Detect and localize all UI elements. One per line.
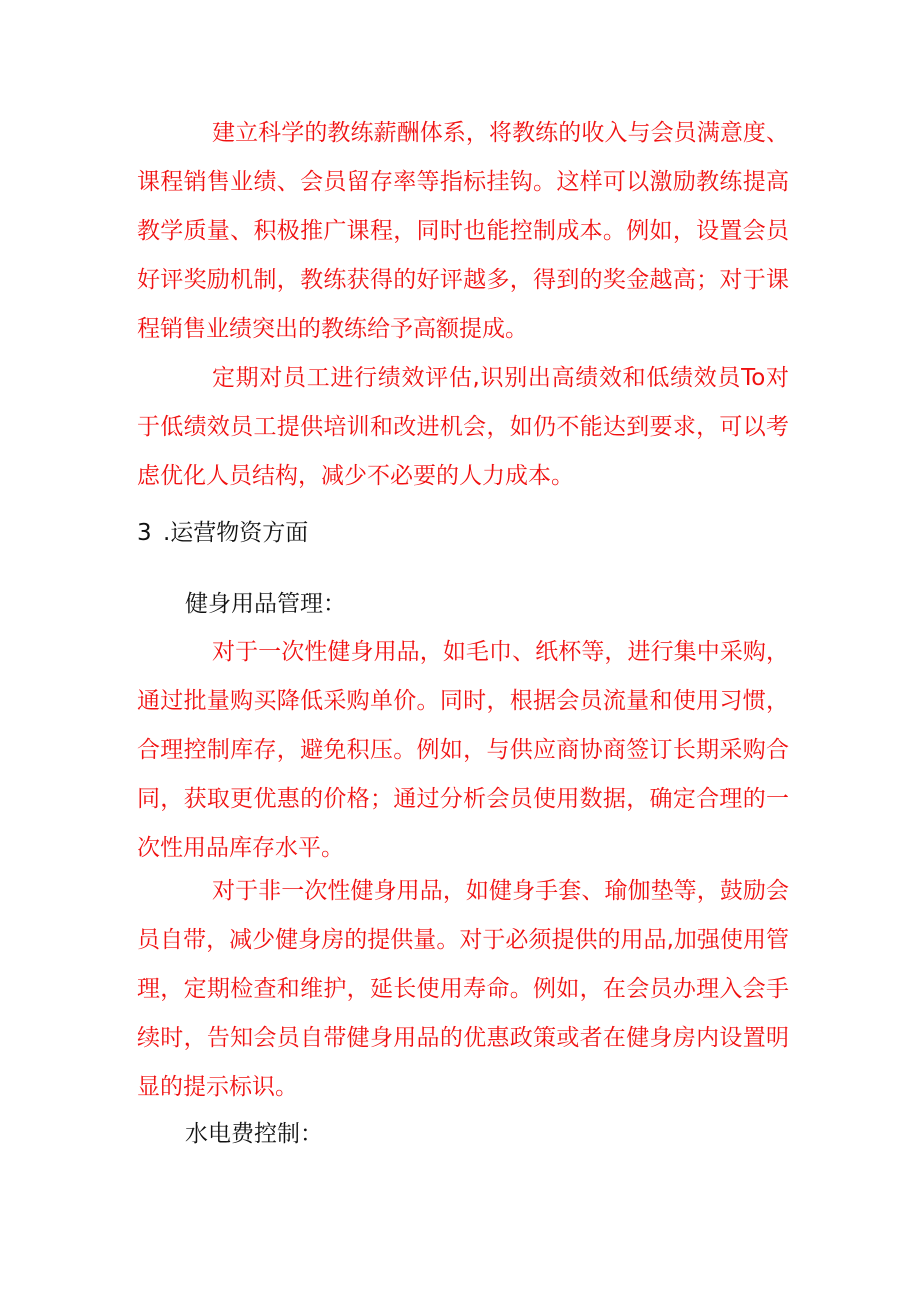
subheading-utilities-control: 水电费控制： [185,1121,323,1147]
section-heading-operating-supplies [137,509,308,558]
paragraph-reusable-supplies: 对于非一次性健身用品，如健身手套、瑜伽垫等，鼓励会员自带，减少健身房的提供量。对于必须提供的用品,加强使用管理，定期检查和维护，延长使用寿命。例如，在会员办理入会手续时，告知会员自带健身用品的优惠政策或者在健身房内设置明显的提示标识。 [137,878,789,1100]
paragraph-performance-review: 定期对员工进行绩效评估,识别出高绩效和低绩效员To对于低绩效员工提供培训和改进机会，如仍不能达到要求，可以考虑优化人员结构，减少不必要的人力成本。 [137,365,789,489]
section-number: 3 [137,520,152,546]
paragraph-disposable-supplies: 对于一次性健身用品，如毛巾、纸杯等，进行集中采购，通过批量购买降低采购单价。同时，根据会员流量和使用习惯，合理控制库存，避免积压。例如，与供应商协商签订长期采购合同，获取更优惠的价格；通过分析会员使用数据，确定合理的一次性用品库存水平。 [137,639,789,861]
paragraph-coach-compensation: 建立科学的教练薪酬体系，将教练的收入与会员满意度、课程销售业绩、会员留存率等指标挂钩。这样可以激励教练提高教学质量、积极推广课程，同时也能控制成本。例如，设置会员好评奖励机制，教练获得的好评越多，得到的奖金越高；对于课程销售业绩突出的教练给予高额提成。 [137,120,789,342]
subheading-fitness-supplies: 健身用品管理： [185,591,346,617]
section-title: .运营物资方面 [163,520,309,546]
